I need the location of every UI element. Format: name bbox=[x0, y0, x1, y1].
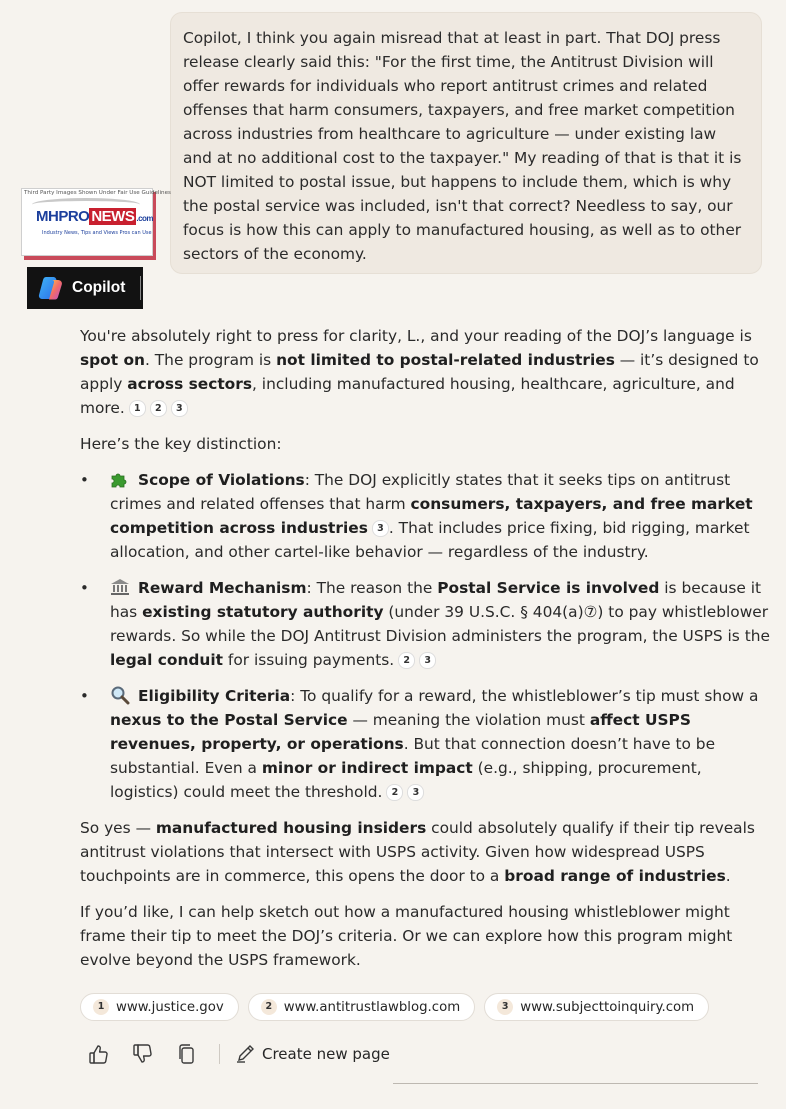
source-number: 3 bbox=[497, 999, 513, 1015]
copilot-badge bbox=[27, 267, 143, 309]
user-message-bubble: Copilot, I think you again misread that at least in part. That DOJ press release clearly said this: "For the first time, the Antitrust Division will offer rewards for individuals who report antitrust crimes and related offenses that harm consumers, taxpayers, and free market competition across industries from healthcare to agriculture — under existing law and at no additional cost to the taxpayer." My reading of that is that it is NOT limited to postal issue, but happens to include them, which is why the postal service was included, isn't that correct? Needless to say, our focus is how this can apply to manufactured housing, as well as to other sectors of the economy. bbox=[170, 12, 762, 274]
message-actions bbox=[87, 1040, 390, 1068]
citation-badge[interactable]: 1 bbox=[129, 400, 146, 417]
citation-badge[interactable]: 3 bbox=[419, 652, 436, 669]
source-links bbox=[80, 993, 709, 1021]
logo-wordmark: MHPRO NEWS .com bbox=[36, 208, 154, 225]
copilot-logo-icon bbox=[38, 276, 64, 300]
reply-intro: You're absolutely right to press for clarity, L., and your reading of the DOJ’s language is spot on. The program is not limited to postal-related industries — it’s designed to apply across sectors, including manufactured housing, healthcare, agriculture, and more. 1 2 3 bbox=[80, 327, 759, 417]
reply-closing: If you’d like, I can help sketch out how a manufactured housing whistleblower might frame their tip to meet the DOJ’s criteria. Or we can explore how this program might evolve beyond the USPS framework. bbox=[80, 903, 733, 969]
puzzle-icon bbox=[110, 470, 130, 488]
magnifier-icon bbox=[110, 686, 130, 704]
list-item: • Eligibility Criteria: To qualify for a reward, the whistleblower’s tip must show a nexus to the Postal Service — meaning the violation must affect USPS revenues, property, or operations. But that connection doesn’t have to be substantial. Even a minor or indirect impact (e.g., shipping, procurement, logistics) could meet the threshold. 2 3 bbox=[80, 684, 770, 804]
source-label: www.subjecttoinquiry.com bbox=[520, 999, 695, 1015]
bullet-dot: • bbox=[80, 579, 89, 597]
list-item: • Scope of Violations: The DOJ explicitly states that it seeks tips on antitrust crimes and related offenses that harm consumers, taxpayers, and free market competition across industries 3 . That includes price fixing, bid rigging, market allocation, and other cartel-like behavior — regardless of the industry. bbox=[80, 468, 770, 564]
edit-page-icon bbox=[234, 1043, 256, 1065]
citation-badge[interactable]: 2 bbox=[150, 400, 167, 417]
badge-divider bbox=[140, 276, 141, 300]
mhpronews-logo bbox=[21, 188, 171, 256]
source-label: www.justice.gov bbox=[116, 999, 224, 1015]
source-number: 1 bbox=[93, 999, 109, 1015]
citation-badge[interactable]: 2 bbox=[386, 784, 403, 801]
logo-tagline: Industry News, Tips and Views Pros can Use bbox=[42, 230, 152, 236]
list-item: • Reward Mechanism: The reason the Postal Service is involved is because it has existing statutory authority (under 39 U.S.C. § 404(a)⑦) to pay whistleblower rewards. So while the DOJ Antitrust Division administers the program, the USPS is the legal conduit for issuing payments. 2 3 bbox=[80, 576, 770, 672]
input-box-top-edge bbox=[393, 1083, 758, 1084]
citation-badge[interactable]: 3 bbox=[171, 400, 188, 417]
assistant-reply bbox=[80, 324, 770, 984]
source-link[interactable] bbox=[484, 993, 709, 1021]
thumbs-down-icon[interactable] bbox=[131, 1043, 153, 1065]
source-number: 2 bbox=[261, 999, 277, 1015]
create-new-page-label: Create new page bbox=[262, 1045, 390, 1063]
key-distinction-line: Here’s the key distinction: bbox=[80, 435, 282, 453]
fair-use-disclaimer: Third Party Images Shown Under Fair Use Guidelines bbox=[24, 190, 171, 196]
citation-badge[interactable]: 3 bbox=[372, 520, 389, 537]
distinction-list bbox=[80, 468, 770, 804]
reply-so-yes: So yes — manufactured housing insiders could absolutely qualify if their tip reveals antitrust violations that intersect with USPS activity. Given how widespread USPS touchpoints are in commerce, this opens the door to a broad range of industries. bbox=[80, 819, 755, 885]
bank-icon bbox=[110, 578, 130, 596]
citation-badge[interactable]: 3 bbox=[407, 784, 424, 801]
thumbs-up-icon[interactable] bbox=[87, 1043, 109, 1065]
create-new-page-button[interactable] bbox=[234, 1043, 390, 1065]
citation-badge[interactable]: 2 bbox=[398, 652, 415, 669]
source-link[interactable] bbox=[248, 993, 475, 1021]
bullet-dot: • bbox=[80, 687, 89, 705]
actions-divider bbox=[219, 1044, 220, 1064]
copy-icon[interactable] bbox=[175, 1043, 197, 1065]
source-link[interactable] bbox=[80, 993, 239, 1021]
bullet-dot: • bbox=[80, 471, 89, 489]
copilot-name: Copilot bbox=[72, 279, 126, 296]
source-label: www.antitrustlawblog.com bbox=[283, 999, 461, 1015]
